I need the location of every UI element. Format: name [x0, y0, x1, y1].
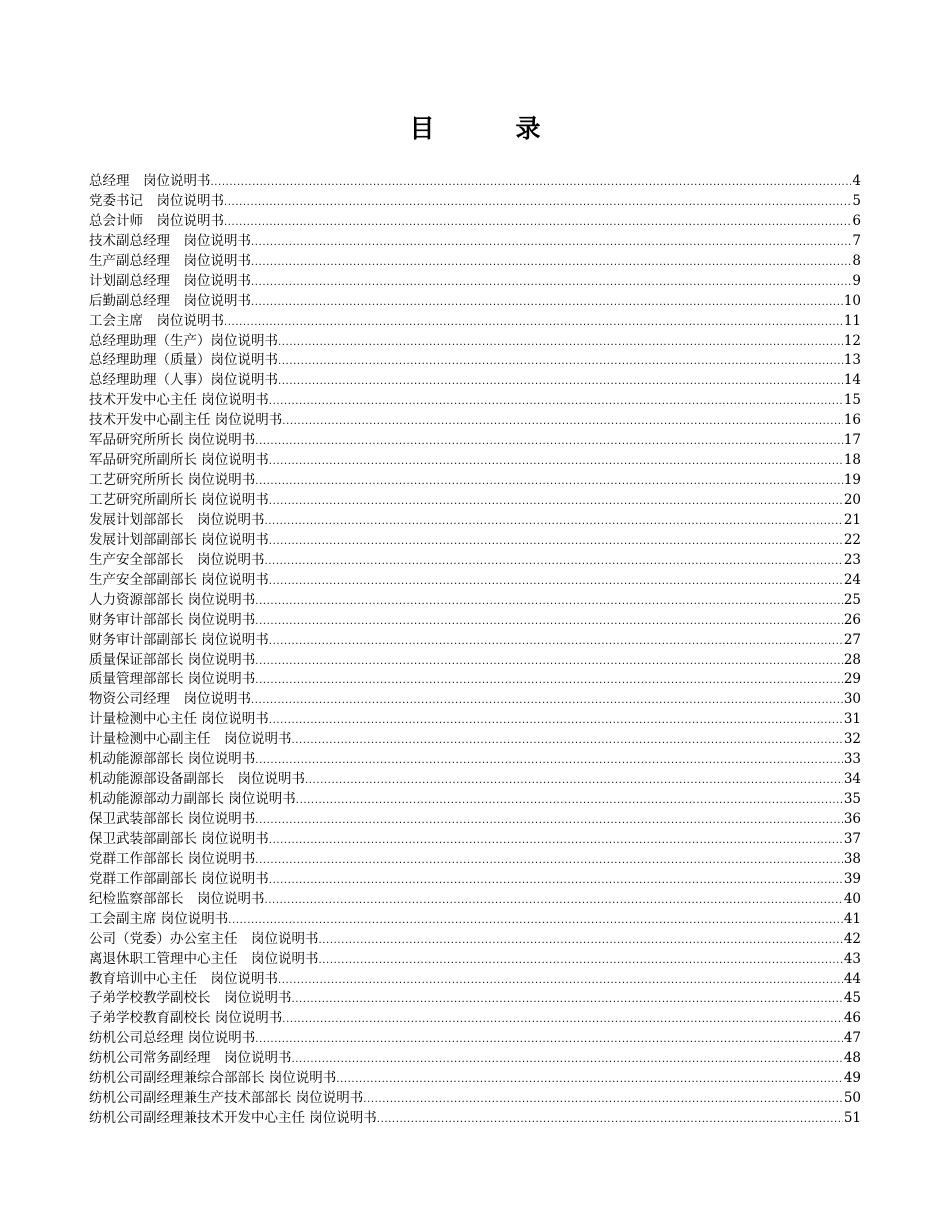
dot-leader: [269, 711, 843, 730]
toc-entry-page-number: 10: [843, 292, 861, 309]
toc-entry-page-number: 32: [843, 731, 861, 748]
dot-leader: [251, 293, 843, 312]
toc-entry-label: 纺机公司常务副经理 岗位说明书: [89, 1050, 292, 1067]
toc-entry[interactable]: [89, 870, 861, 890]
toc-entry-label: 后勤副总经理 岗位说明书: [89, 292, 251, 309]
toc-entry-page-number: 14: [843, 372, 861, 389]
toc-entry-page-number: 34: [843, 771, 861, 788]
toc-entry-label: 发展计划部部长 岗位说明书: [89, 511, 265, 528]
toc-entry-page-number: 44: [843, 970, 861, 987]
toc-entry-label: 质量管理部部长 岗位说明书: [89, 671, 256, 688]
toc-entry[interactable]: [89, 1009, 861, 1029]
dot-leader: [211, 173, 852, 192]
toc-entry-page-number: 48: [843, 1050, 861, 1067]
toc-entry[interactable]: [89, 411, 861, 431]
toc-entry-label: 党群工作部副部长 岗位说明书: [89, 870, 269, 887]
toc-entry-page-number: 4: [852, 173, 861, 189]
dot-leader: [282, 412, 843, 431]
toc-entry[interactable]: [89, 332, 861, 352]
toc-entry-label: 纺机公司副经理兼技术开发中心主任 岗位说明书: [89, 1110, 377, 1127]
toc-entry-label: 教育培训中心主任 岗位说明书: [89, 970, 278, 987]
toc-entry-page-number: 36: [843, 811, 861, 827]
toc-entry[interactable]: [89, 651, 861, 671]
toc-entry-label: 保卫武装部副部长 岗位说明书: [89, 830, 269, 847]
toc-entry-label: 质量保证部部长 岗位说明书: [89, 651, 256, 668]
toc-entry-label: 计量检测中心主任 岗位说明书: [89, 711, 269, 728]
toc-entry[interactable]: [89, 431, 861, 451]
toc-entry-page-number: 30: [843, 691, 861, 708]
toc-entry[interactable]: [89, 930, 861, 950]
dot-leader: [255, 751, 843, 770]
dot-leader: [269, 871, 843, 890]
toc-entry-label: 计量检测中心副主任 岗位说明书: [89, 731, 292, 748]
toc-entry-label: 工艺研究所所长 岗位说明书: [89, 472, 256, 489]
toc-entry[interactable]: [89, 371, 861, 391]
dot-leader: [278, 971, 843, 990]
toc-entry-label: 生产副总经理 岗位说明书: [89, 252, 251, 269]
toc-entry-page-number: 5: [852, 192, 861, 209]
toc-entry[interactable]: [89, 770, 861, 790]
dot-leader: [292, 731, 843, 750]
toc-entry-label: 机动能源部动力副部长 岗位说明书: [89, 791, 296, 808]
toc-entry[interactable]: [89, 192, 861, 212]
toc-entry-label: 技术开发中心主任 岗位说明书: [89, 392, 269, 409]
toc-entry[interactable]: [89, 232, 861, 252]
dot-leader: [251, 253, 851, 272]
dot-leader: [292, 1050, 843, 1069]
toc-entry-page-number: 43: [843, 950, 861, 967]
dot-leader: [282, 1010, 843, 1029]
toc-entry[interactable]: [89, 1069, 861, 1089]
toc-entry-label: 总经理助理（质量）岗位说明书: [89, 352, 278, 369]
dot-leader: [255, 652, 843, 671]
toc-entry[interactable]: [89, 471, 861, 491]
toc-entry[interactable]: [89, 391, 861, 411]
toc-entry-label: 纪检监察部部长 岗位说明书: [89, 890, 265, 907]
dot-leader: [224, 193, 851, 212]
toc-entry-label: 工会主席 岗位说明书: [89, 312, 224, 329]
toc-entry-label: 机动能源部部长 岗位说明书: [89, 751, 256, 768]
dot-leader: [255, 472, 843, 491]
toc-entry-page-number: 7: [852, 232, 861, 249]
toc-entry-page-number: 22: [843, 531, 861, 548]
toc-entry-label: 军品研究所副所长 岗位说明书: [89, 452, 269, 469]
dot-leader: [269, 632, 843, 651]
toc-entry[interactable]: [89, 491, 861, 511]
dot-leader: [255, 671, 843, 690]
dot-leader: [251, 273, 851, 292]
toc-entry[interactable]: [89, 571, 861, 591]
toc-entry[interactable]: [89, 750, 861, 770]
dot-leader: [278, 333, 843, 352]
toc-entry-page-number: 29: [843, 671, 861, 688]
toc-entry-label: 计划副总经理 岗位说明书: [89, 272, 251, 289]
toc-entry[interactable]: [89, 1109, 861, 1129]
toc-entry-label: 工会副主席 岗位说明书: [89, 910, 229, 927]
toc-entry-label: 生产安全部部长 岗位说明书: [89, 551, 265, 568]
dot-leader: [269, 831, 843, 850]
toc-entry[interactable]: [89, 312, 861, 332]
toc-entry-page-number: 6: [852, 212, 861, 229]
toc-entry-label: 生产安全部副部长 岗位说明书: [89, 571, 269, 588]
toc-entry-page-number: 18: [843, 452, 861, 469]
dot-leader: [255, 811, 843, 830]
toc-entry-page-number: 21: [843, 511, 861, 528]
dot-leader: [363, 1090, 843, 1109]
toc-entry-label: 子弟学校教学副校长 岗位说明书: [89, 990, 292, 1007]
toc-entry[interactable]: [89, 172, 861, 192]
toc-entry-page-number: 35: [843, 791, 861, 808]
toc-entry-label: 总会计师 岗位说明书: [89, 212, 224, 229]
toc-entry-page-number: 24: [843, 571, 861, 588]
toc-entry[interactable]: [89, 531, 861, 551]
toc-entry-page-number: 49: [843, 1070, 861, 1087]
dot-leader: [296, 791, 843, 810]
toc-entry[interactable]: [89, 730, 861, 750]
dot-leader: [255, 612, 843, 631]
toc-entry-label: 总经理 岗位说明书: [89, 173, 211, 189]
dot-leader: [224, 213, 851, 232]
toc-entry-page-number: 26: [843, 611, 861, 628]
toc-entry-label: 人力资源部部长 岗位说明书: [89, 591, 256, 608]
toc-entry-page-number: 15: [843, 392, 861, 409]
toc-entry-label: 纺机公司副经理兼综合部部长 岗位说明书: [89, 1070, 337, 1087]
dot-leader: [265, 552, 843, 571]
toc-entry[interactable]: [89, 670, 861, 690]
dot-leader: [278, 372, 843, 391]
toc-entry-page-number: 40: [843, 890, 861, 907]
toc-entry[interactable]: [89, 351, 861, 371]
dot-leader: [265, 891, 843, 910]
toc-entry-page-number: 38: [843, 850, 861, 867]
toc-entry-page-number: 50: [843, 1090, 861, 1107]
toc-entry-page-number: 41: [843, 910, 861, 927]
dot-leader: [228, 911, 843, 930]
toc-entry[interactable]: [89, 1089, 861, 1109]
toc-entry[interactable]: [89, 790, 861, 810]
toc-entry[interactable]: [89, 830, 861, 850]
toc-entry[interactable]: [89, 1029, 861, 1049]
toc-entry[interactable]: [89, 551, 861, 571]
toc-entry-label: 军品研究所所长 岗位说明书: [89, 432, 256, 449]
dot-leader: [269, 492, 843, 511]
toc-entry-page-number: 20: [843, 492, 861, 508]
toc-entry-label: 技术副总经理 岗位说明书: [89, 232, 251, 249]
dot-leader: [269, 532, 843, 551]
dot-leader: [255, 851, 843, 870]
dot-leader: [269, 392, 843, 411]
toc-entry-label: 纺机公司副经理兼生产技术部部长 岗位说明书: [89, 1090, 364, 1107]
dot-leader: [336, 1070, 843, 1089]
page-title: 目 录: [409, 114, 569, 143]
toc-entry[interactable]: [89, 212, 861, 232]
toc-entry-page-number: 45: [843, 990, 861, 1007]
dot-leader: [319, 951, 843, 970]
toc-entry-page-number: 9: [852, 272, 861, 289]
toc-entry-label: 保卫武装部部长 岗位说明书: [89, 811, 256, 827]
dot-leader: [224, 313, 843, 332]
toc-entry-page-number: 13: [843, 352, 861, 369]
toc-entry[interactable]: [89, 950, 861, 970]
toc-entry-label: 工艺研究所副所长 岗位说明书: [89, 492, 269, 508]
toc-entry-page-number: 12: [843, 332, 861, 349]
toc-entry[interactable]: [89, 910, 861, 930]
dot-leader: [292, 990, 843, 1009]
toc-entry-label: 财务审计部部长 岗位说明书: [89, 611, 256, 628]
toc-entry-label: 离退休职工管理中心主任 岗位说明书: [89, 950, 319, 967]
toc-entry[interactable]: [89, 850, 861, 870]
toc-entry[interactable]: [89, 810, 861, 830]
toc-entry-label: 机动能源部设备副部长 岗位说明书: [89, 771, 305, 788]
toc-entry[interactable]: [89, 989, 861, 1009]
toc-entry-label: 党群工作部部长 岗位说明书: [89, 850, 256, 867]
toc-entry-page-number: 46: [843, 1010, 861, 1027]
toc-entry[interactable]: [89, 890, 861, 910]
toc-entry[interactable]: [89, 611, 861, 631]
toc-entry-page-number: 25: [843, 591, 861, 608]
dot-leader: [269, 452, 843, 471]
toc-entry-page-number: 17: [843, 432, 861, 449]
dot-leader: [255, 592, 843, 611]
toc-entry[interactable]: [89, 591, 861, 611]
dot-leader: [251, 691, 843, 710]
toc-entry-label: 技术开发中心副主任 岗位说明书: [89, 412, 283, 429]
toc-entry-page-number: 37: [843, 830, 861, 847]
toc-entry-page-number: 28: [843, 651, 861, 668]
toc-entry-page-number: 8: [852, 252, 861, 269]
toc-entry-page-number: 33: [843, 751, 861, 768]
dot-leader: [278, 352, 843, 371]
toc-entry[interactable]: [89, 710, 861, 730]
toc-entry-page-number: 39: [843, 870, 861, 887]
table-of-contents: [89, 172, 861, 1129]
toc-entry-page-number: 23: [843, 551, 861, 568]
toc-entry[interactable]: [89, 252, 861, 272]
toc-entry-page-number: 16: [843, 412, 861, 429]
toc-entry-label: 物资公司经理 岗位说明书: [89, 691, 251, 708]
toc-entry-page-number: 11: [843, 312, 861, 329]
dot-leader: [377, 1110, 843, 1129]
dot-leader: [265, 512, 843, 531]
toc-entry-page-number: 19: [843, 472, 861, 489]
toc-entry[interactable]: [89, 292, 861, 312]
toc-entry[interactable]: [89, 631, 861, 651]
dot-leader: [305, 771, 843, 790]
toc-entry-label: 总经理助理（生产）岗位说明书: [89, 332, 278, 349]
toc-entry-label: 财务审计部副部长 岗位说明书: [89, 631, 269, 648]
dot-leader: [251, 233, 851, 252]
toc-entry-label: 发展计划部副部长 岗位说明书: [89, 531, 269, 548]
toc-entry[interactable]: [89, 272, 861, 292]
dot-leader: [319, 931, 843, 950]
toc-entry-page-number: 31: [843, 711, 861, 728]
toc-entry-label: 公司（党委）办公室主任 岗位说明书: [89, 930, 319, 947]
toc-entry-label: 党委书记 岗位说明书: [89, 192, 224, 209]
toc-entry[interactable]: [89, 690, 861, 710]
toc-entry-page-number: 27: [843, 631, 861, 648]
toc-entry[interactable]: [89, 511, 861, 531]
toc-entry-label: 总经理助理（人事）岗位说明书: [89, 372, 278, 389]
toc-entry-page-number: 47: [843, 1030, 861, 1047]
toc-entry[interactable]: [89, 1049, 861, 1069]
toc-entry[interactable]: [89, 451, 861, 471]
dot-leader: [269, 572, 843, 591]
toc-entry-page-number: 51: [843, 1110, 861, 1127]
toc-entry-page-number: 42: [843, 930, 861, 947]
dot-leader: [255, 432, 843, 451]
toc-entry-label: 纺机公司总经理 岗位说明书: [89, 1030, 256, 1047]
toc-entry-label: 子弟学校教育副校长 岗位说明书: [89, 1010, 283, 1027]
toc-entry[interactable]: [89, 970, 861, 990]
dot-leader: [255, 1030, 843, 1049]
